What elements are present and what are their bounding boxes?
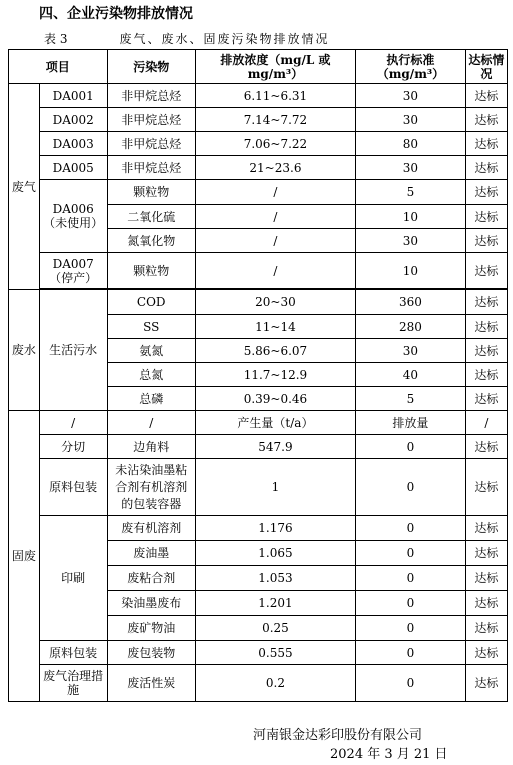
table-header-row [9,50,508,84]
concentration-cell: / [195,180,355,205]
discharge-cell: 0 [356,641,466,665]
source-cell: / [39,411,107,435]
category-gas: 废气 [9,84,40,290]
table-row [9,180,508,205]
concentration-cell: 11.7~12.9 [195,363,355,387]
pollutant-cell: / [107,411,195,435]
outlet-cell: DA001 [39,84,107,108]
table-row [9,459,508,516]
outlet-cell: DA007（停产） [39,253,107,289]
concentration-cell: 7.14~7.72 [195,108,355,132]
table-row [9,156,508,180]
outlet-cell: DA003 [39,132,107,156]
waste-cell: 染油墨废布 [107,591,195,616]
discharge-cell: 0 [356,435,466,459]
pollutant-cell: COD [107,290,195,315]
table-number: 表 3 [44,32,68,46]
standard-cell: 10 [356,253,466,289]
status-cell: 达标 [465,132,507,156]
standard-cell: 30 [356,229,466,253]
discharge-cell: 0 [356,459,466,516]
standard-cell: 360 [356,290,466,315]
outlet-cell: DA002 [39,108,107,132]
standard-cell: 280 [356,315,466,339]
pollutant-cell: 总氮 [107,363,195,387]
pollutant-cell: 颗粒物 [107,180,195,205]
amount-cell: 1 [195,459,355,516]
source-cell: 原料包装 [39,641,107,665]
discharge-cell: 0 [356,566,466,591]
concentration-cell: 5.86~6.07 [195,339,355,363]
pollutant-cell: 非甲烷总烃 [107,108,195,132]
table-caption [44,30,329,47]
waste-cell: 废活性炭 [107,665,195,702]
status-cell: 达标 [465,363,507,387]
source-cell: 废气治理措施 [39,665,107,702]
standard-cell: 30 [356,339,466,363]
concentration-cell: 20~30 [195,290,355,315]
amount-cell: 1.201 [195,591,355,616]
standard-cell: 40 [356,363,466,387]
status-cell: 达标 [465,229,507,253]
section-heading: 四、企业污染物排放情况 [39,6,193,22]
standard-cell: 5 [356,180,466,205]
status-cell: 达标 [465,315,507,339]
standard-cell: 10 [356,205,466,229]
source-cell: 原料包装 [39,459,107,516]
status-cell: 达标 [465,205,507,229]
table-row [9,84,508,108]
discharge-cell: 0 [356,616,466,641]
outlet-cell: DA005 [39,156,107,180]
waste-cell: 废矿物油 [107,616,195,641]
category-water: 废水 [9,290,40,411]
category-solid: 固废 [9,411,40,702]
status-cell: 达标 [465,516,507,541]
waste-cell: 边角料 [107,435,195,459]
table-row [9,411,508,435]
waste-cell: 废粘合剂 [107,566,195,591]
report-date: 2024 年 3 月 21 日 [330,747,448,762]
waste-cell: 未沾染油墨粘合剂有机溶剂的包装容器 [107,459,195,516]
status-cell: 达标 [465,641,507,665]
concentration-cell: / [195,229,355,253]
status-cell: 达标 [465,541,507,566]
concentration-cell: 0.39~0.46 [195,387,355,411]
table-row [9,132,508,156]
status-cell: / [465,411,507,435]
status-cell: 达标 [465,435,507,459]
status-cell: 达标 [465,180,507,205]
status-cell: 达标 [465,339,507,363]
pollutant-cell: 非甲烷总烃 [107,156,195,180]
table-row [9,516,508,541]
source-cell: 分切 [39,435,107,459]
concentration-cell: 21~23.6 [195,156,355,180]
pollutant-cell: 颗粒物 [107,253,195,289]
pollutant-cell: 非甲烷总烃 [107,84,195,108]
table-row [9,290,508,315]
discharge-cell: 0 [356,591,466,616]
concentration-cell: 6.11~6.31 [195,84,355,108]
status-cell: 达标 [465,108,507,132]
header-pollutant: 污染物 [107,50,195,84]
pollutant-table [8,49,508,702]
concentration-cell: / [195,205,355,229]
amount-cell: 1.176 [195,516,355,541]
standard-cell: 30 [356,156,466,180]
status-cell: 达标 [465,566,507,591]
waste-cell: 废油墨 [107,541,195,566]
amount-cell: 0.555 [195,641,355,665]
header-concentration: 排放浓度（mg/L 或 mg/m³） [195,50,355,84]
pollutant-cell: 总磷 [107,387,195,411]
table-row [9,108,508,132]
amount-header: 产生量（t/a） [195,411,355,435]
header-standard: 执行标准（mg/m³） [356,50,466,84]
standard-cell: 5 [356,387,466,411]
amount-cell: 547.9 [195,435,355,459]
table-row [9,641,508,665]
discharge-header: 排放量 [356,411,466,435]
amount-cell: 1.053 [195,566,355,591]
table-title: 废气、废水、固废污染物排放情况 [119,32,330,46]
pollutant-cell: 氨氮 [107,339,195,363]
pollutant-cell: 非甲烷总烃 [107,132,195,156]
standard-cell: 80 [356,132,466,156]
status-cell: 达标 [465,156,507,180]
status-cell: 达标 [465,591,507,616]
standard-cell: 30 [356,108,466,132]
pollutant-cell: SS [107,315,195,339]
table-row [9,665,508,702]
status-cell: 达标 [465,253,507,289]
status-cell: 达标 [465,387,507,411]
status-cell: 达标 [465,616,507,641]
amount-cell: 0.25 [195,616,355,641]
status-cell: 达标 [465,290,507,315]
header-status: 达标情况 [465,50,507,84]
status-cell: 达标 [465,459,507,516]
pollutant-cell: 二氧化硫 [107,205,195,229]
concentration-cell: 7.06~7.22 [195,132,355,156]
status-cell: 达标 [465,665,507,702]
concentration-cell: 11~14 [195,315,355,339]
pollutant-cell: 氮氧化物 [107,229,195,253]
discharge-cell: 0 [356,665,466,702]
source-cell: 印刷 [39,516,107,641]
amount-cell: 1.065 [195,541,355,566]
source-cell: 生活污水 [39,290,107,411]
amount-cell: 0.2 [195,665,355,702]
waste-cell: 废有机溶剂 [107,516,195,541]
table-row [9,253,508,289]
company-name: 河南银金达彩印股份有限公司 [253,728,423,743]
standard-cell: 30 [356,84,466,108]
waste-cell: 废包装物 [107,641,195,665]
header-item: 项目 [9,50,108,84]
discharge-cell: 0 [356,516,466,541]
discharge-cell: 0 [356,541,466,566]
status-cell: 达标 [465,84,507,108]
concentration-cell: / [195,253,355,289]
table-row [9,435,508,459]
outlet-cell: DA006（未使用） [39,180,107,253]
